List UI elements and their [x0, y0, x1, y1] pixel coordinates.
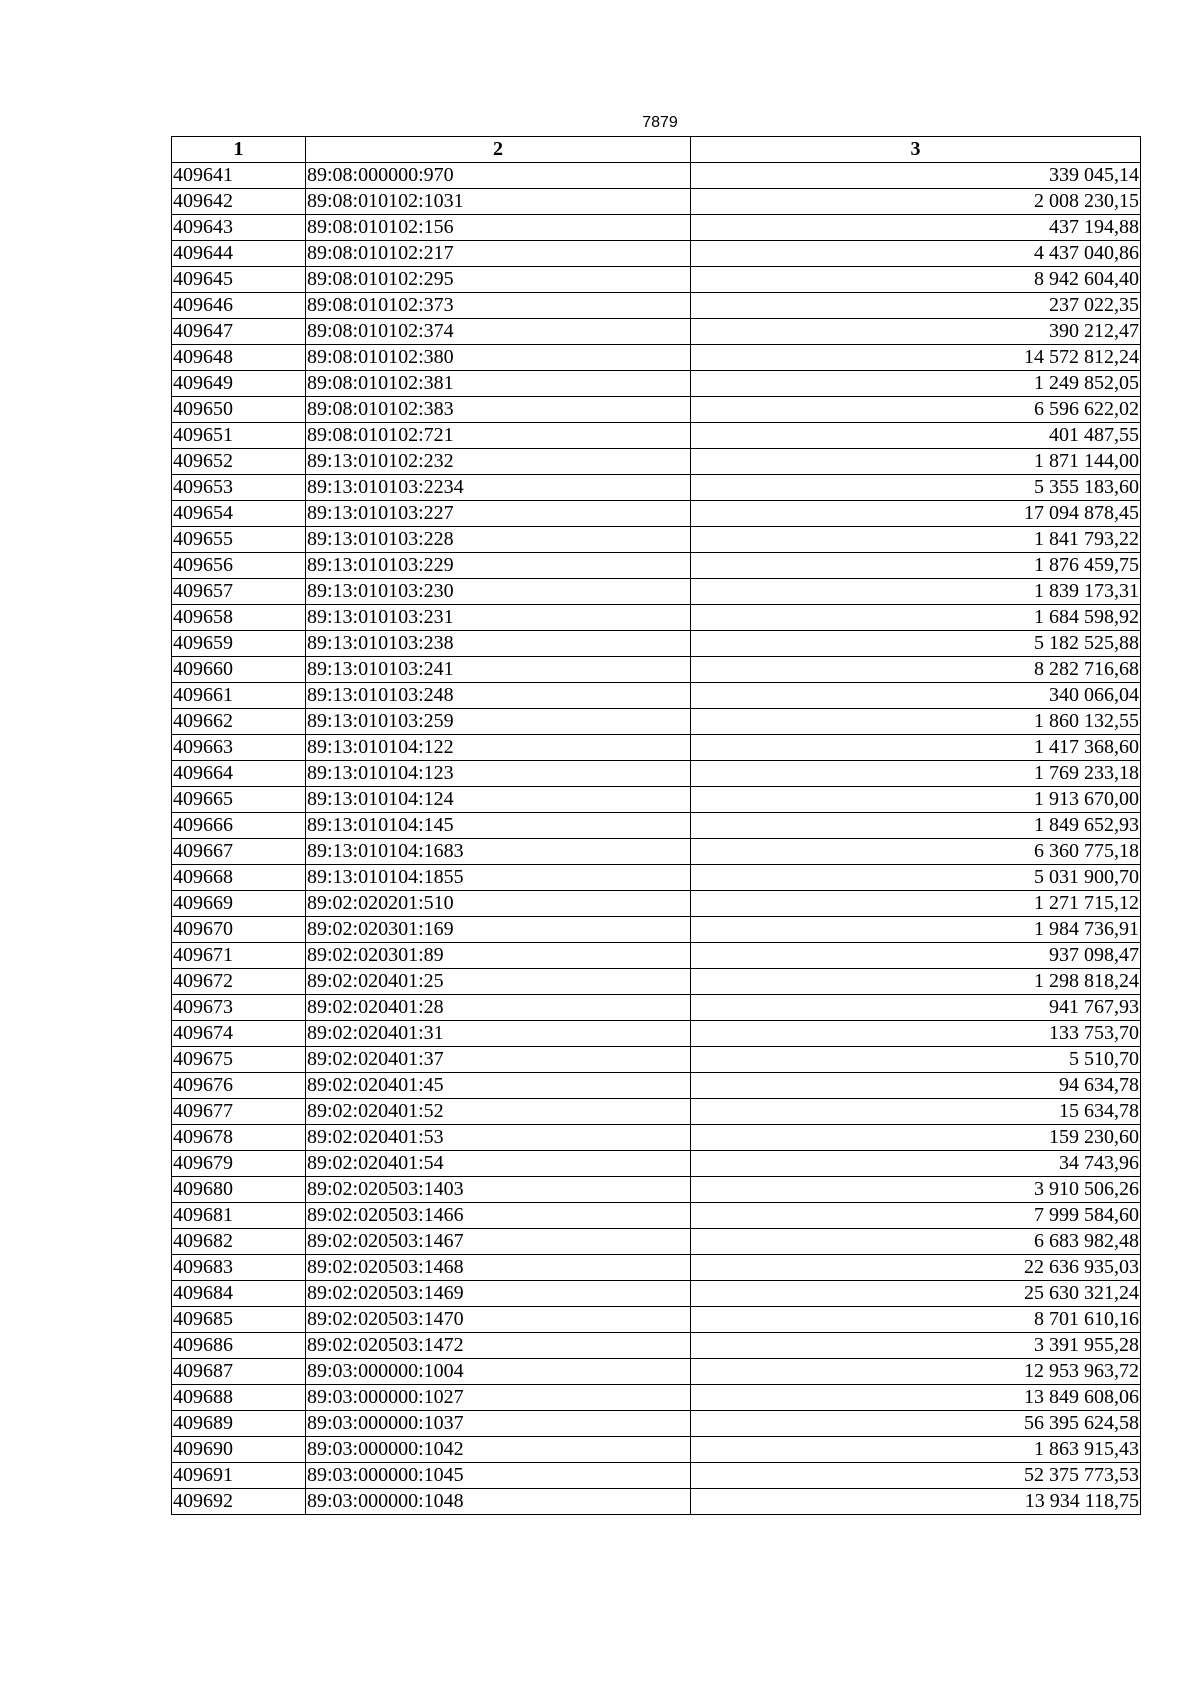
row-number-cell: 409668: [172, 865, 306, 891]
table-row: [172, 839, 1141, 865]
cadastral-value-cell: 13 934 118,75: [691, 1489, 1141, 1515]
table-row: [172, 605, 1141, 631]
cadastral-value-cell: 1 417 368,60: [691, 735, 1141, 761]
row-number-cell: 409687: [172, 1359, 306, 1385]
table-row: [172, 293, 1141, 319]
table-row: [172, 1255, 1141, 1281]
table-row: [172, 1073, 1141, 1099]
row-number-cell: 409648: [172, 345, 306, 371]
cadastral-value-cell: 340 066,04: [691, 683, 1141, 709]
cadastral-value-cell: 339 045,14: [691, 163, 1141, 189]
cadastral-number-cell: 89:02:020503:1468: [306, 1255, 691, 1281]
row-number-cell: 409688: [172, 1385, 306, 1411]
cadastral-number-cell: 89:03:000000:1037: [306, 1411, 691, 1437]
table-row: [172, 1151, 1141, 1177]
row-number-cell: 409646: [172, 293, 306, 319]
row-number-cell: 409651: [172, 423, 306, 449]
row-number-cell: 409664: [172, 761, 306, 787]
cadastral-number-cell: 89:08:010102:721: [306, 423, 691, 449]
cadastral-value-cell: 1 849 652,93: [691, 813, 1141, 839]
cadastral-value-cell: 3 910 506,26: [691, 1177, 1141, 1203]
row-number-cell: 409641: [172, 163, 306, 189]
table-row: [172, 1437, 1141, 1463]
cadastral-number-cell: 89:13:010103:259: [306, 709, 691, 735]
table-row: [172, 1203, 1141, 1229]
table-row: [172, 267, 1141, 293]
cadastral-number-cell: 89:02:020401:54: [306, 1151, 691, 1177]
table-row: [172, 553, 1141, 579]
table-body: [172, 163, 1141, 1515]
table-row: [172, 579, 1141, 605]
row-number-cell: 409670: [172, 917, 306, 943]
cadastral-value-cell: 5 182 525,88: [691, 631, 1141, 657]
cadastral-value-cell: 1 860 132,55: [691, 709, 1141, 735]
cadastral-number-cell: 89:02:020401:53: [306, 1125, 691, 1151]
row-number-cell: 409679: [172, 1151, 306, 1177]
row-number-cell: 409683: [172, 1255, 306, 1281]
table-row: [172, 943, 1141, 969]
row-number-cell: 409672: [172, 969, 306, 995]
cadastral-number-cell: 89:13:010104:1855: [306, 865, 691, 891]
cadastral-number-cell: 89:13:010103:248: [306, 683, 691, 709]
cadastral-number-cell: 89:13:010103:241: [306, 657, 691, 683]
cadastral-value-cell: 1 769 233,18: [691, 761, 1141, 787]
cadastral-number-cell: 89:08:010102:373: [306, 293, 691, 319]
cadastral-number-cell: 89:02:020401:37: [306, 1047, 691, 1073]
table-header-row: [172, 137, 1141, 163]
cadastral-value-cell: 13 849 608,06: [691, 1385, 1141, 1411]
row-number-cell: 409685: [172, 1307, 306, 1333]
table-row: [172, 475, 1141, 501]
cadastral-value-cell: 6 683 982,48: [691, 1229, 1141, 1255]
cadastral-number-cell: 89:13:010102:232: [306, 449, 691, 475]
row-number-cell: 409662: [172, 709, 306, 735]
table-row: [172, 1229, 1141, 1255]
table-row: [172, 969, 1141, 995]
cadastral-value-cell: 56 395 624,58: [691, 1411, 1141, 1437]
row-number-cell: 409675: [172, 1047, 306, 1073]
cadastral-number-cell: 89:02:020503:1466: [306, 1203, 691, 1229]
row-number-cell: 409661: [172, 683, 306, 709]
cadastral-number-cell: 89:08:010102:383: [306, 397, 691, 423]
cadastral-number-cell: 89:02:020503:1472: [306, 1333, 691, 1359]
page-number: 7879: [642, 114, 678, 131]
row-number-cell: 409659: [172, 631, 306, 657]
cadastral-value-cell: 1 684 598,92: [691, 605, 1141, 631]
cadastral-value-cell: 12 953 963,72: [691, 1359, 1141, 1385]
row-number-cell: 409652: [172, 449, 306, 475]
cadastral-number-cell: 89:02:020401:31: [306, 1021, 691, 1047]
cadastral-number-cell: 89:02:020503:1470: [306, 1307, 691, 1333]
row-number-cell: 409666: [172, 813, 306, 839]
row-number-cell: 409650: [172, 397, 306, 423]
cadastral-number-cell: 89:08:010102:217: [306, 241, 691, 267]
row-number-cell: 409655: [172, 527, 306, 553]
table-row: [172, 423, 1141, 449]
cadastral-value-cell: 133 753,70: [691, 1021, 1141, 1047]
cadastral-number-cell: 89:03:000000:1004: [306, 1359, 691, 1385]
table-row: [172, 371, 1141, 397]
cadastral-number-cell: 89:02:020301:169: [306, 917, 691, 943]
table-row: [172, 215, 1141, 241]
cadastral-number-cell: 89:02:020401:45: [306, 1073, 691, 1099]
cadastral-value-cell: 2 008 230,15: [691, 189, 1141, 215]
row-number-cell: 409684: [172, 1281, 306, 1307]
row-number-cell: 409689: [172, 1411, 306, 1437]
cadastral-value-cell: 4 437 040,86: [691, 241, 1141, 267]
row-number-cell: 409653: [172, 475, 306, 501]
cadastral-number-cell: 89:13:010104:123: [306, 761, 691, 787]
cadastral-value-cell: 1 984 736,91: [691, 917, 1141, 943]
row-number-cell: 409665: [172, 787, 306, 813]
column-header-2: 2: [306, 137, 691, 163]
table-row: [172, 917, 1141, 943]
row-number-cell: 409690: [172, 1437, 306, 1463]
cadastral-value-cell: 1 913 670,00: [691, 787, 1141, 813]
table-row: [172, 761, 1141, 787]
cadastral-value-cell: 34 743,96: [691, 1151, 1141, 1177]
cadastral-number-cell: 89:13:010103:231: [306, 605, 691, 631]
cadastral-value-cell: 390 212,47: [691, 319, 1141, 345]
cadastral-value-cell: 52 375 773,53: [691, 1463, 1141, 1489]
row-number-cell: 409677: [172, 1099, 306, 1125]
table-row: [172, 709, 1141, 735]
cadastral-number-cell: 89:02:020301:89: [306, 943, 691, 969]
cadastral-value-cell: 5 355 183,60: [691, 475, 1141, 501]
row-number-cell: 409649: [172, 371, 306, 397]
cadastral-value-cell: 5 031 900,70: [691, 865, 1141, 891]
cadastral-value-cell: 25 630 321,24: [691, 1281, 1141, 1307]
table-row: [172, 813, 1141, 839]
cadastral-number-cell: 89:13:010103:228: [306, 527, 691, 553]
cadastral-value-cell: 937 098,47: [691, 943, 1141, 969]
row-number-cell: 409669: [172, 891, 306, 917]
cadastral-number-cell: 89:08:010102:381: [306, 371, 691, 397]
cadastral-value-cell: 8 701 610,16: [691, 1307, 1141, 1333]
column-header-3: 3: [691, 137, 1141, 163]
cadastral-number-cell: 89:08:010102:156: [306, 215, 691, 241]
cadastral-number-cell: 89:02:020503:1469: [306, 1281, 691, 1307]
cadastral-number-cell: 89:08:010102:374: [306, 319, 691, 345]
cadastral-value-cell: 7 999 584,60: [691, 1203, 1141, 1229]
cadastral-value-cell: 1 871 144,00: [691, 449, 1141, 475]
cadastral-value-cell: 1 876 459,75: [691, 553, 1141, 579]
cadastral-value-cell: 1 298 818,24: [691, 969, 1141, 995]
table-row: [172, 891, 1141, 917]
table-row: [172, 1307, 1141, 1333]
table-row: [172, 1385, 1141, 1411]
cadastral-number-cell: 89:03:000000:1045: [306, 1463, 691, 1489]
table-row: [172, 1411, 1141, 1437]
row-number-cell: 409673: [172, 995, 306, 1021]
cadastral-value-cell: 159 230,60: [691, 1125, 1141, 1151]
cadastral-value-cell: 22 636 935,03: [691, 1255, 1141, 1281]
table-row: [172, 1281, 1141, 1307]
table-row: [172, 787, 1141, 813]
table-row: [172, 1047, 1141, 1073]
cadastral-number-cell: 89:13:010104:122: [306, 735, 691, 761]
table-row: [172, 995, 1141, 1021]
cadastral-number-cell: 89:13:010103:227: [306, 501, 691, 527]
cadastral-number-cell: 89:03:000000:1027: [306, 1385, 691, 1411]
cadastral-value-cell: 8 282 716,68: [691, 657, 1141, 683]
row-number-cell: 409642: [172, 189, 306, 215]
cadastral-number-cell: 89:02:020503:1467: [306, 1229, 691, 1255]
table-row: [172, 1021, 1141, 1047]
cadastral-number-cell: 89:13:010103:230: [306, 579, 691, 605]
cadastral-number-cell: 89:13:010104:124: [306, 787, 691, 813]
table-row: [172, 865, 1141, 891]
cadastral-value-cell: 6 596 622,02: [691, 397, 1141, 423]
row-number-cell: 409645: [172, 267, 306, 293]
cadastral-value-cell: 15 634,78: [691, 1099, 1141, 1125]
cadastral-number-cell: 89:13:010104:145: [306, 813, 691, 839]
cadastral-number-cell: 89:02:020401:25: [306, 969, 691, 995]
cadastral-number-cell: 89:03:000000:1048: [306, 1489, 691, 1515]
cadastral-value-cell: 237 022,35: [691, 293, 1141, 319]
row-number-cell: 409682: [172, 1229, 306, 1255]
table-row: [172, 527, 1141, 553]
table-row: [172, 163, 1141, 189]
cadastral-number-cell: 89:13:010103:2234: [306, 475, 691, 501]
cadastral-value-table: [171, 136, 1141, 1515]
table-row: [172, 1125, 1141, 1151]
table-row: [172, 241, 1141, 267]
cadastral-number-cell: 89:08:010102:1031: [306, 189, 691, 215]
cadastral-number-cell: 89:02:020201:510: [306, 891, 691, 917]
cadastral-value-cell: 1 249 852,05: [691, 371, 1141, 397]
table-row: [172, 397, 1141, 423]
cadastral-value-cell: 1 863 915,43: [691, 1437, 1141, 1463]
table-row: [172, 683, 1141, 709]
table-row: [172, 1359, 1141, 1385]
cadastral-value-cell: 437 194,88: [691, 215, 1141, 241]
row-number-cell: 409660: [172, 657, 306, 683]
table-row: [172, 1463, 1141, 1489]
table-row: [172, 1177, 1141, 1203]
cadastral-number-cell: 89:02:020401:52: [306, 1099, 691, 1125]
cadastral-value-cell: 8 942 604,40: [691, 267, 1141, 293]
row-number-cell: 409663: [172, 735, 306, 761]
row-number-cell: 409676: [172, 1073, 306, 1099]
row-number-cell: 409667: [172, 839, 306, 865]
table-row: [172, 631, 1141, 657]
cadastral-number-cell: 89:08:000000:970: [306, 163, 691, 189]
row-number-cell: 409654: [172, 501, 306, 527]
row-number-cell: 409643: [172, 215, 306, 241]
cadastral-number-cell: 89:03:000000:1042: [306, 1437, 691, 1463]
row-number-cell: 409692: [172, 1489, 306, 1515]
table-row: [172, 189, 1141, 215]
row-number-cell: 409686: [172, 1333, 306, 1359]
cadastral-value-cell: 941 767,93: [691, 995, 1141, 1021]
cadastral-value-cell: 14 572 812,24: [691, 345, 1141, 371]
column-header-1: 1: [172, 137, 306, 163]
cadastral-number-cell: 89:02:020503:1403: [306, 1177, 691, 1203]
cadastral-value-cell: 5 510,70: [691, 1047, 1141, 1073]
cadastral-number-cell: 89:08:010102:380: [306, 345, 691, 371]
cadastral-number-cell: 89:13:010103:238: [306, 631, 691, 657]
table-row: [172, 319, 1141, 345]
cadastral-value-cell: 1 839 173,31: [691, 579, 1141, 605]
row-number-cell: 409644: [172, 241, 306, 267]
table-row: [172, 345, 1141, 371]
row-number-cell: 409678: [172, 1125, 306, 1151]
cadastral-number-cell: 89:13:010104:1683: [306, 839, 691, 865]
cadastral-value-cell: 1 271 715,12: [691, 891, 1141, 917]
cadastral-value-cell: 17 094 878,45: [691, 501, 1141, 527]
row-number-cell: 409656: [172, 553, 306, 579]
cadastral-value-cell: 3 391 955,28: [691, 1333, 1141, 1359]
cadastral-value-cell: 401 487,55: [691, 423, 1141, 449]
table-row: [172, 1099, 1141, 1125]
table-row: [172, 735, 1141, 761]
row-number-cell: 409680: [172, 1177, 306, 1203]
cadastral-value-cell: 94 634,78: [691, 1073, 1141, 1099]
cadastral-number-cell: 89:13:010103:229: [306, 553, 691, 579]
table-row: [172, 501, 1141, 527]
table-row: [172, 1489, 1141, 1515]
row-number-cell: 409691: [172, 1463, 306, 1489]
row-number-cell: 409671: [172, 943, 306, 969]
table-row: [172, 1333, 1141, 1359]
row-number-cell: 409657: [172, 579, 306, 605]
row-number-cell: 409674: [172, 1021, 306, 1047]
table-row: [172, 657, 1141, 683]
row-number-cell: 409658: [172, 605, 306, 631]
cadastral-number-cell: 89:02:020401:28: [306, 995, 691, 1021]
row-number-cell: 409681: [172, 1203, 306, 1229]
cadastral-value-cell: 6 360 775,18: [691, 839, 1141, 865]
cadastral-number-cell: 89:08:010102:295: [306, 267, 691, 293]
cadastral-value-cell: 1 841 793,22: [691, 527, 1141, 553]
table-row: [172, 449, 1141, 475]
row-number-cell: 409647: [172, 319, 306, 345]
